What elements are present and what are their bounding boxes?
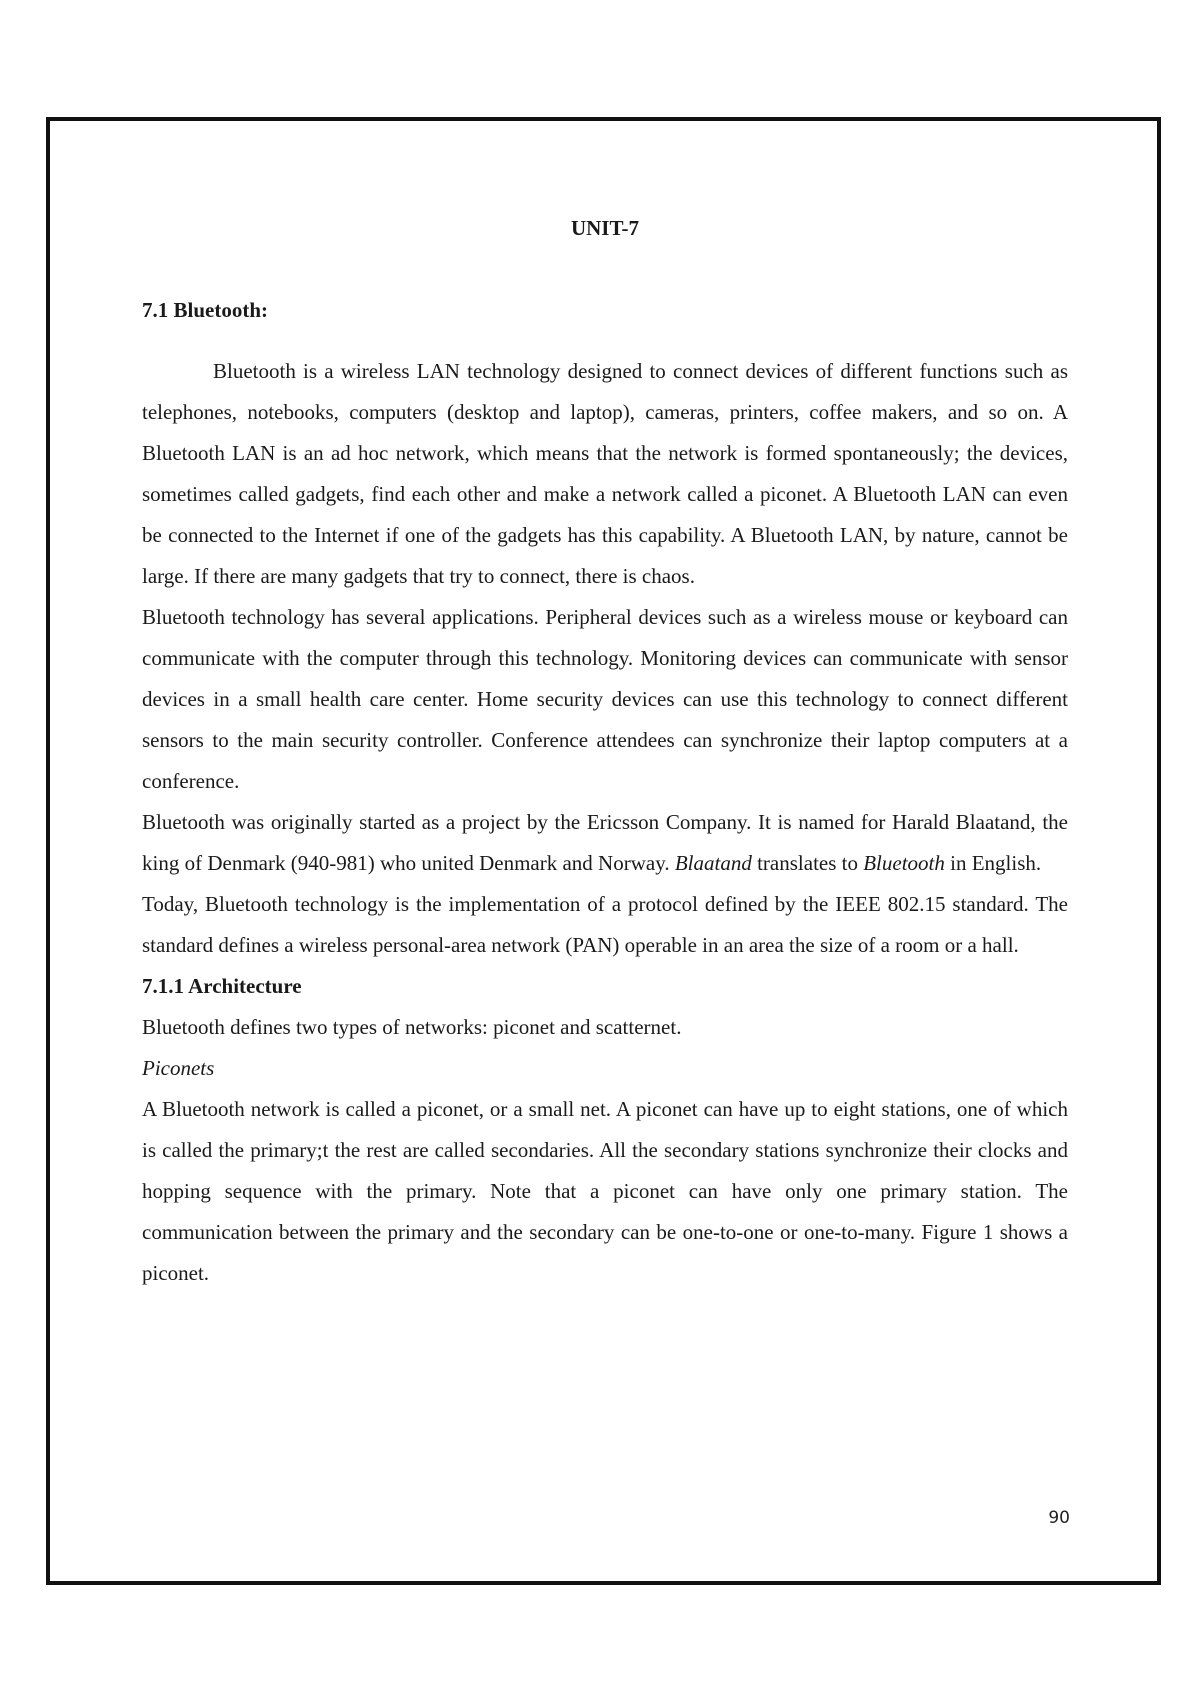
history-term-blaatand: Blaatand xyxy=(674,851,752,875)
section-heading-bluetooth: 7.1 Bluetooth: xyxy=(142,298,268,322)
piconets-heading: Piconets xyxy=(142,1056,215,1080)
paragraph-bluetooth-standard: Today, Bluetooth technology is the implementation of a protocol defined by the IEEE 802.15 standard. The standard defines a wireless personal-area network (PAN) operable in an area the size of a room or a hall. xyxy=(142,892,1068,957)
history-text-e: in English. xyxy=(944,851,1042,875)
paragraph-bluetooth-applications: Bluetooth technology has several applications. Peripheral devices such as a wireless mouse or keyboard can communicate with the computer through this technology. Monitoring devices can communicate with sensor devices in a small health care center. Home security devices can use this technology to connect different sensors to the main security controller. Conference attendees can synchronize their laptop computers at a conference. xyxy=(142,605,1068,793)
page-content xyxy=(142,208,1068,1294)
paragraph-bluetooth-history xyxy=(142,802,1068,884)
paragraph-bluetooth-intro: Bluetooth is a wireless LAN technology designed to connect devices of different functions such as telephones, notebooks, computers (desktop and laptop), cameras, printers, coffee makers, and so on. A Bluetooth LAN is an ad hoc network, which means that the network is formed spontaneously; the devices, sometimes called gadgets, find each other and make a network called a piconet. A Bluetooth LAN can even be connected to the Internet if one of the gadgets has this capability. A Bluetooth LAN, by nature, cannot be large. If there are many gadgets that try to connect, there is chaos. xyxy=(142,359,1068,588)
history-text-c: translates to xyxy=(751,851,864,875)
subsection-heading-architecture: 7.1.1 Architecture xyxy=(142,974,302,998)
history-text-a: Bluetooth was originally started as a project by the Ericsson Company. It is named for Harald Blaatand, the king of Denmark (940-981) who united Denmark and Norway. xyxy=(142,810,1068,875)
unit-title: UNIT-7 xyxy=(570,216,640,240)
page-number: 90 xyxy=(1048,1508,1070,1528)
history-term-bluetooth: Bluetooth xyxy=(863,851,945,875)
paragraph-piconets: A Bluetooth network is called a piconet, or a small net. A piconet can have up to eight stations, one of which is called the primary;t the rest are called secondaries. All the secondary stations synchronize their clocks and hopping sequence with the primary. Note that a piconet can have only one primary station. The communication between the primary and the secondary can be one-to-one or one-to-many. Figure 1 shows a piconet. xyxy=(142,1097,1068,1285)
paragraph-architecture-intro: Bluetooth defines two types of networks: piconet and scatternet. xyxy=(142,1015,682,1039)
